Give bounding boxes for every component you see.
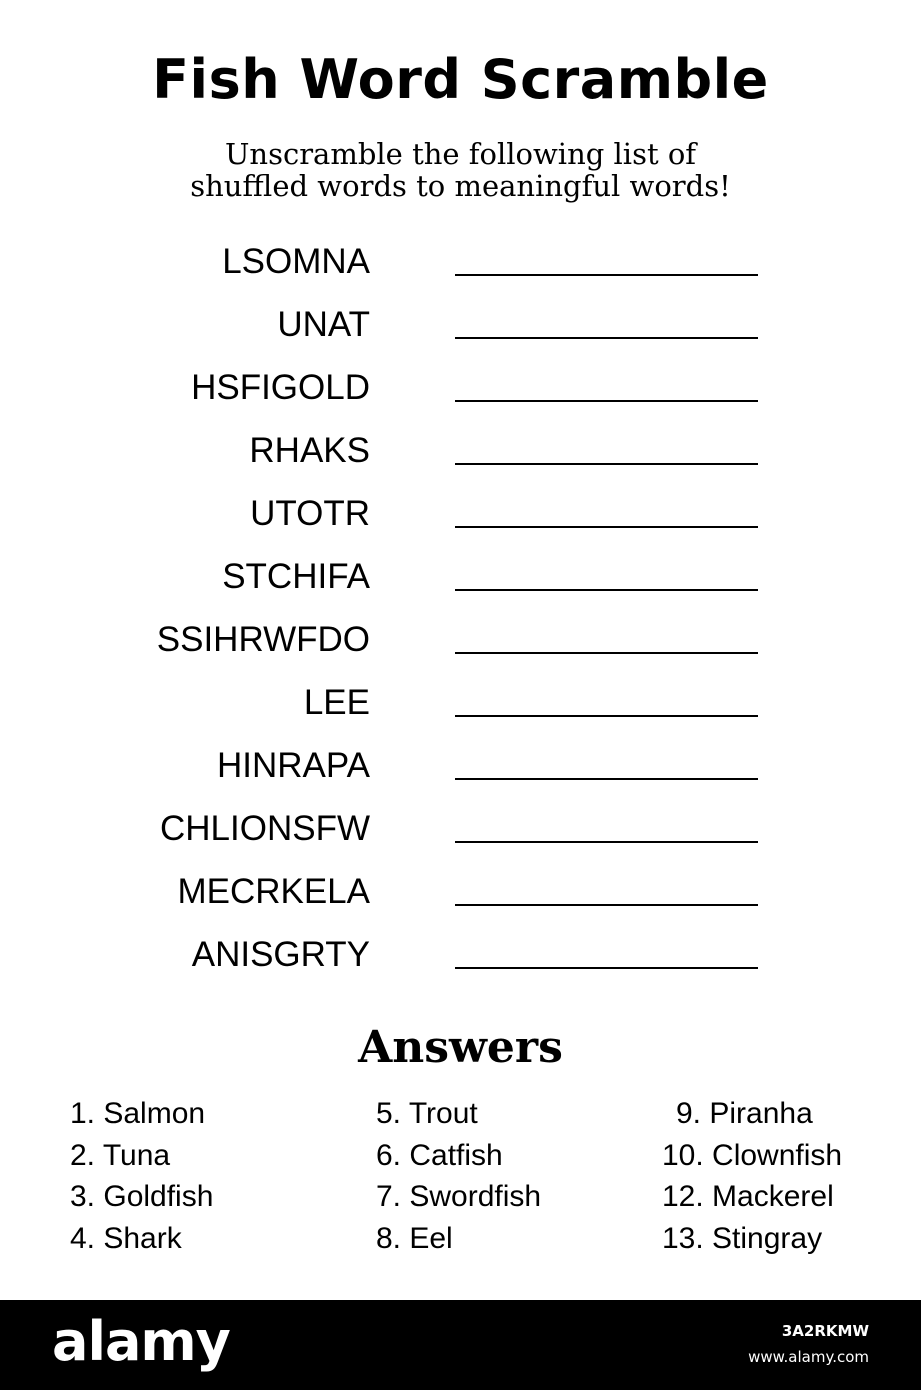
- answer-item: 8. Eel: [376, 1221, 453, 1255]
- scrambled-word: LSOMNA: [222, 242, 370, 281]
- answer-blank-line: [455, 967, 758, 969]
- scramble-row: [0, 427, 921, 490]
- answer-item: 1. Salmon: [70, 1097, 206, 1130]
- scramble-row: [0, 616, 921, 679]
- answer-blank-line: [455, 274, 758, 276]
- scramble-row: [0, 868, 921, 931]
- answer-blank-line: [455, 400, 758, 402]
- scramble-row: [0, 238, 921, 301]
- scrambled-word: STCHIFA: [222, 557, 370, 596]
- scramble-row: [0, 553, 921, 616]
- scrambled-word: LEE: [303, 683, 370, 722]
- scramble-row: [0, 490, 921, 553]
- answer-item: 4. Shark: [70, 1221, 182, 1255]
- scramble-row: [0, 805, 921, 868]
- answer-item: 13. Stingray: [662, 1221, 823, 1255]
- instructions: [0, 138, 921, 202]
- answers-column-3: [662, 1093, 842, 1259]
- answers-heading: Answers: [358, 1022, 563, 1073]
- scramble-row: [0, 364, 921, 427]
- answer-blank-line: [455, 463, 758, 465]
- instructions-line-1: Unscramble the following list of: [224, 137, 697, 171]
- scramble-row: [0, 931, 921, 994]
- answer-item: 10. Clownfish: [662, 1138, 843, 1172]
- answer-blank-line: [455, 904, 758, 906]
- answer-blank-line: [455, 337, 758, 339]
- scrambled-word: MECRKELA: [177, 872, 370, 911]
- image-id: 3A2RKMW: [781, 1322, 869, 1340]
- answer-blank-line: [455, 526, 758, 528]
- scramble-row: [0, 679, 921, 742]
- page-title: Fish Word Scramble: [152, 48, 769, 111]
- scrambled-word: UTOTR: [250, 494, 370, 533]
- scramble-row: [0, 742, 921, 805]
- answers-column-2: [376, 1093, 541, 1259]
- answer-item: 6. Catfish: [376, 1138, 503, 1172]
- brand-logo: alamy: [52, 1310, 230, 1373]
- scrambled-word: HSFIGOLD: [191, 368, 370, 407]
- scrambled-word: SSIHRWFDO: [156, 620, 370, 659]
- instructions-line-2: shuffled words to meaningful words!: [190, 169, 731, 203]
- answer-item: 5. Trout: [376, 1097, 478, 1130]
- answers-column-1: [70, 1093, 213, 1259]
- answer-item: 7. Swordfish: [376, 1180, 542, 1213]
- scramble-list: [0, 238, 921, 994]
- answer-item: 3. Goldfish: [70, 1180, 214, 1213]
- answer-blank-line: [455, 715, 758, 717]
- scrambled-word: RHAKS: [249, 431, 370, 470]
- answer-blank-line: [455, 652, 758, 654]
- answer-item: 2. Tuna: [70, 1138, 171, 1172]
- answer-blank-line: [455, 841, 758, 843]
- footer-url: www.alamy.com: [748, 1348, 869, 1366]
- answer-item: 9. Piranha: [676, 1097, 813, 1130]
- scrambled-word: HINRAPA: [217, 746, 370, 785]
- scrambled-word: UNAT: [277, 305, 370, 344]
- scrambled-word: CHLIONSFW: [160, 809, 370, 848]
- scramble-row: [0, 301, 921, 364]
- scrambled-word: ANISGRTY: [191, 935, 370, 974]
- answer-blank-line: [455, 778, 758, 780]
- answer-item: 12. Mackerel: [662, 1180, 834, 1213]
- answer-blank-line: [455, 589, 758, 591]
